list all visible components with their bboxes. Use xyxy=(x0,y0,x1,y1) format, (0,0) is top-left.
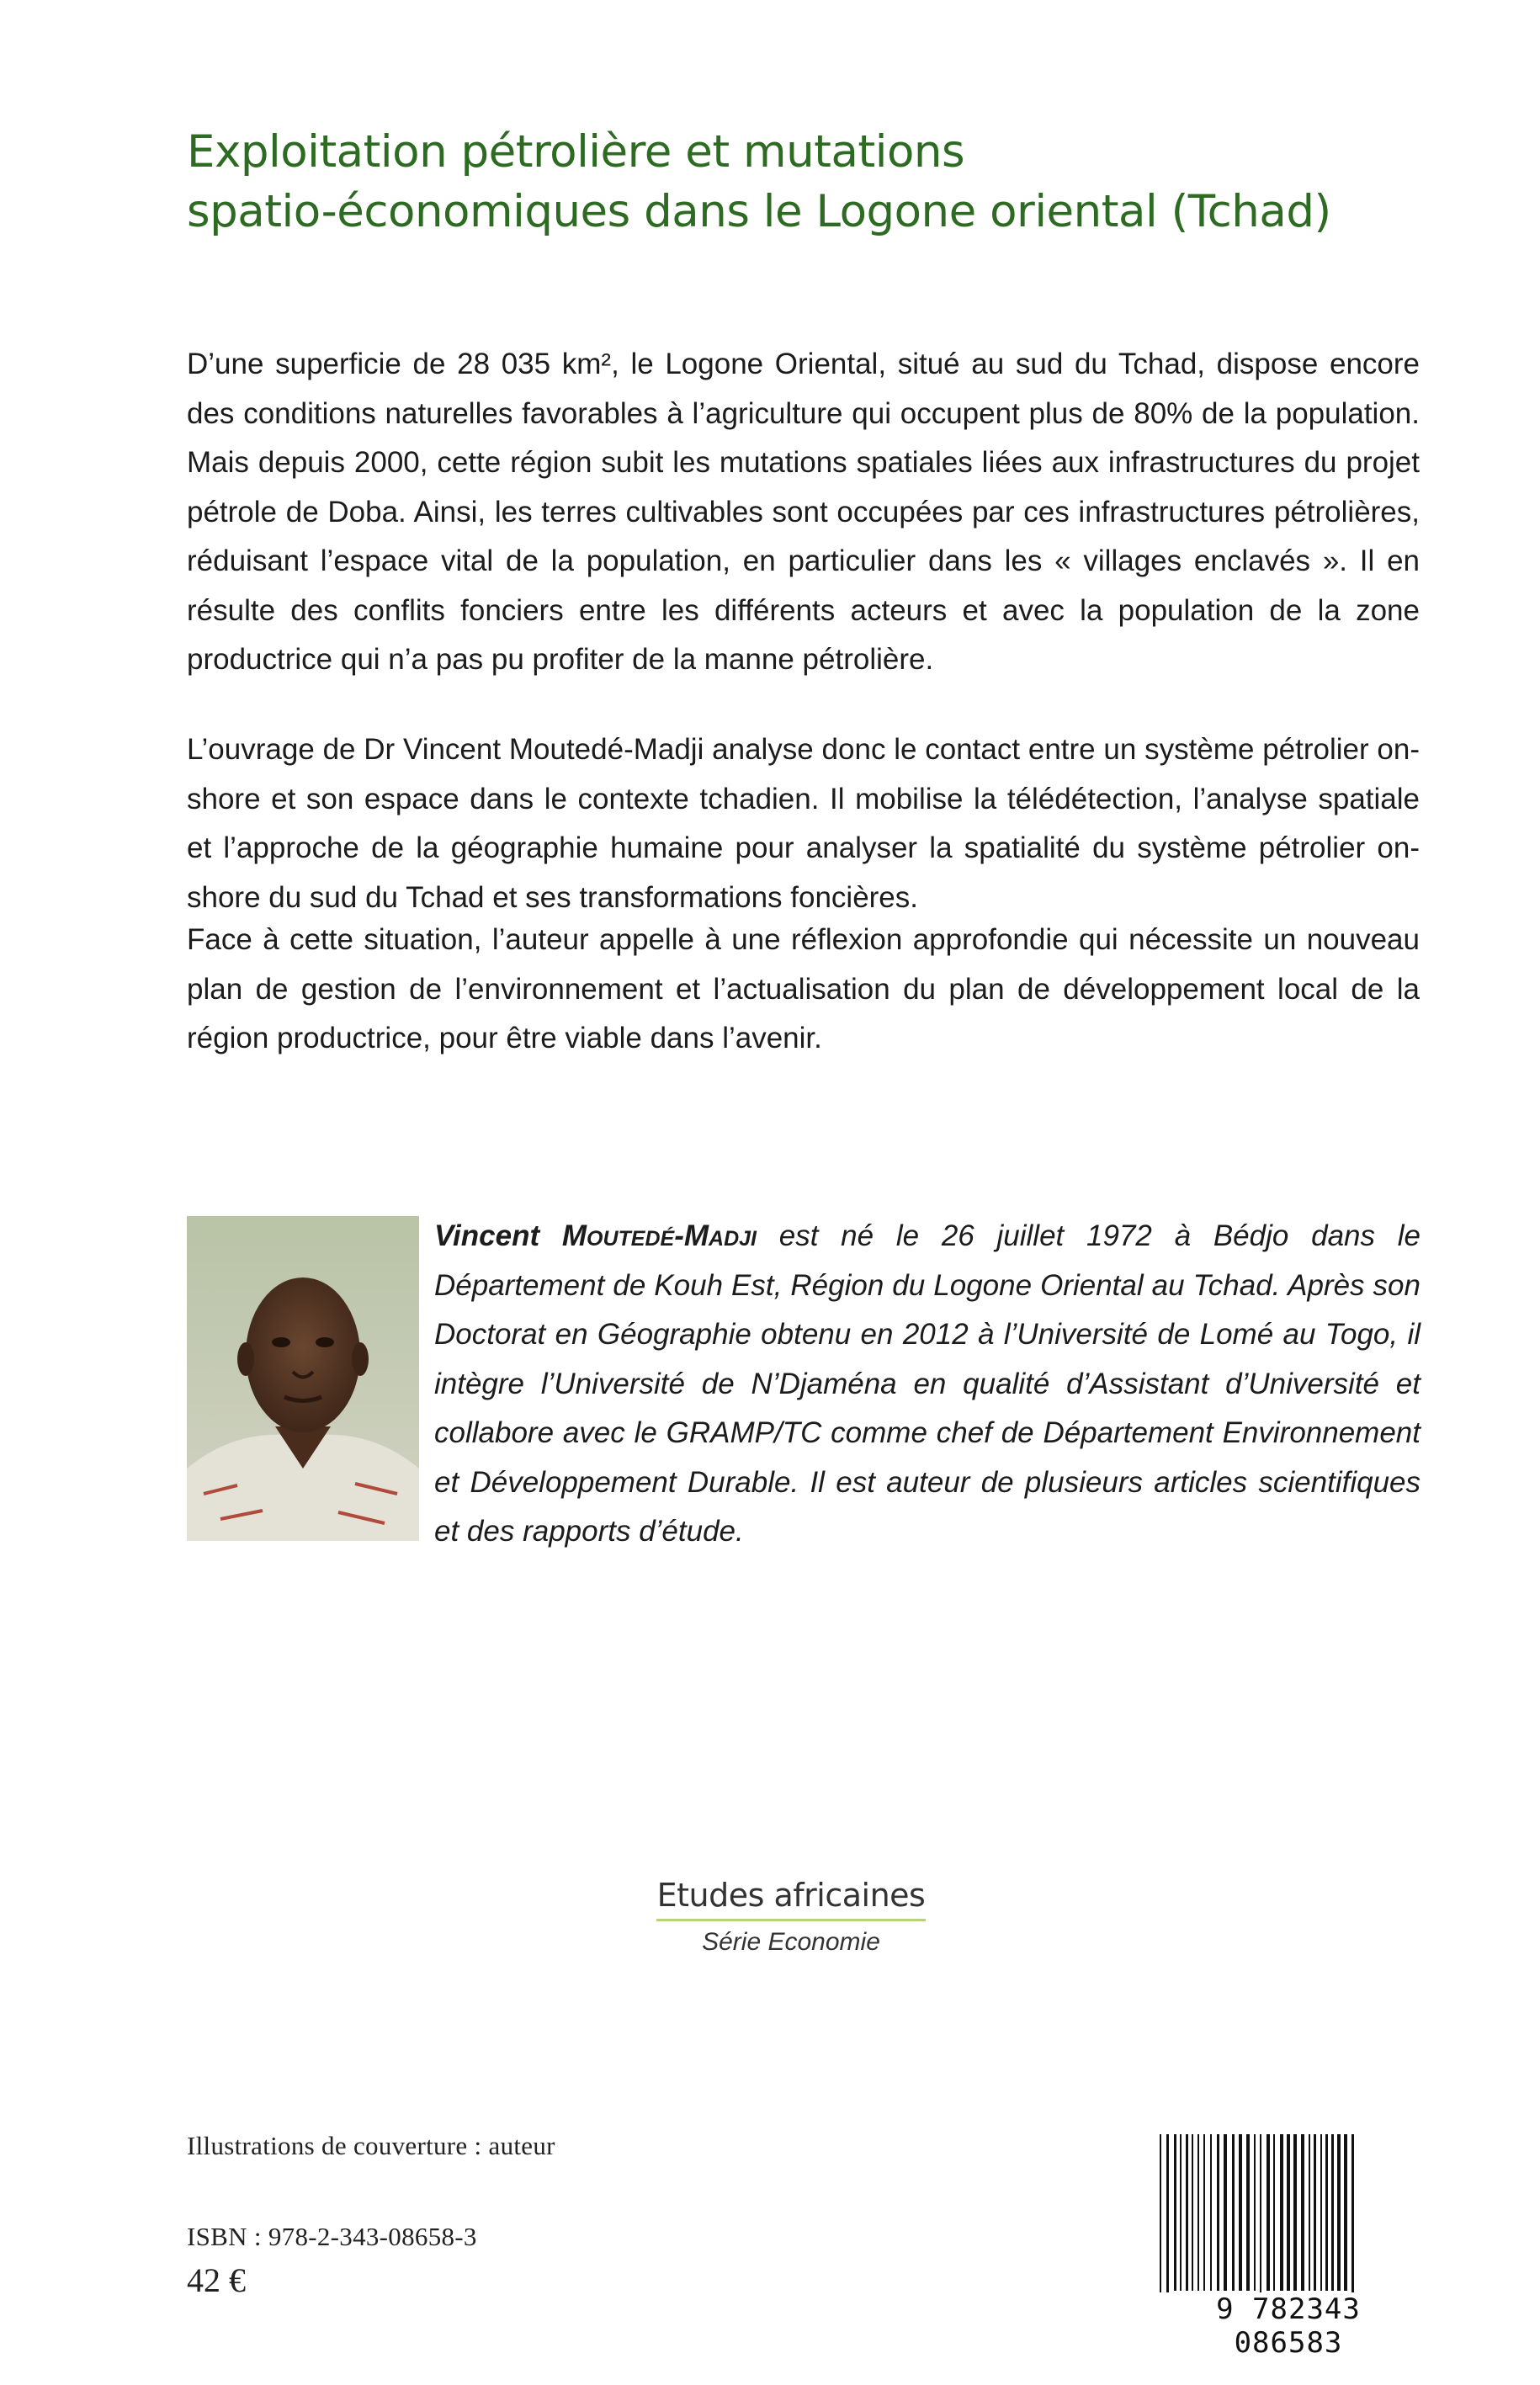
barcode-bar xyxy=(1267,2134,1270,2291)
barcode-bar xyxy=(1224,2134,1227,2291)
summary-paragraph-2: L’ouvrage de Dr Vincent Moutedé-Madji analyse donc le contact entre un système pétrolier on-shore et son espace dans le contexte tchadien. Il mobilise la télédétection, l’analyse spatiale et l’approche de la géographie humaine pour analyser la spatialité du système pétrolier on-shore du sud du Tchad et ses transformations foncières. xyxy=(187,733,1420,914)
barcode-bar xyxy=(1314,2134,1316,2291)
title-line-1: Exploitation pétrolière et mutations xyxy=(187,126,965,178)
barcode-bar xyxy=(1160,2134,1161,2303)
barcode-bar xyxy=(1273,2134,1275,2291)
book-title xyxy=(187,122,1449,242)
series-subtitle: Série Economie xyxy=(702,1928,880,1956)
barcode-bar xyxy=(1293,2134,1297,2291)
barcode-bar xyxy=(1180,2134,1182,2291)
author-first-name: Vincent xyxy=(434,1219,540,1252)
barcode-bar xyxy=(1325,2134,1328,2291)
barcode-bar xyxy=(1217,2134,1219,2291)
barcode-bar xyxy=(1287,2134,1290,2291)
author-name xyxy=(434,1219,757,1252)
barcode-bar xyxy=(1254,2134,1256,2291)
barcode-bar xyxy=(1192,2134,1193,2291)
barcode-bar xyxy=(1166,2134,1169,2303)
barcode-bar xyxy=(1197,2134,1199,2291)
barcode-bar xyxy=(1309,2134,1310,2291)
author-bio xyxy=(434,1212,1421,1557)
summary-paragraph-1: D’une superficie de 28 035 km², le Logone Oriental, situé au sud du Tchad, dispose encore des conditions naturelles favorables à l’agriculture qui occupent plus de 80% de la population. Mais depuis 2000, cette région subit les mutations spatiales liées aux infrastructures du projet pétrole de Doba. Ainsi, les terres cultivables sont occupées par ces infrastructures pétrolières, réduisant l’espace vital de la population, en particulier dans les « villages enclavés ». Il en résulte des conflits fonciers entre les différents acteurs et avec la population de la zone productrice qui n’a pas pu profiter de la manne pétrolière. xyxy=(187,348,1420,676)
barcode-bar xyxy=(1260,2134,1261,2303)
series-logo xyxy=(648,1877,934,1957)
summary-paragraph-3: Face à cette situation, l’auteur appelle à une réflexion approfondie qui nécessite un nouveau plan de gestion de l’environnement et l’actualisation du plan de développement local de la région productrice, pour être viable dans l’avenir. xyxy=(187,923,1420,1054)
barcode-bar xyxy=(1239,2134,1242,2291)
author-last-name: Moutedé-Madji xyxy=(561,1219,757,1252)
cover-illustration-credit: Illustrations de couverture : auteur xyxy=(187,2131,555,2160)
barcode-bar xyxy=(1301,2134,1304,2291)
barcode-bar xyxy=(1351,2134,1354,2303)
barcode-bar xyxy=(1246,2134,1250,2291)
barcode-bar xyxy=(1203,2134,1205,2291)
barcode-bar xyxy=(1320,2134,1322,2291)
barcode-bar xyxy=(1210,2134,1212,2291)
barcode-bar xyxy=(1337,2134,1341,2291)
barcode-bar xyxy=(1186,2134,1188,2291)
title-line-2: spatio-économiques dans le Logone oriental (Tchad) xyxy=(187,186,1331,237)
price: 42 € xyxy=(187,2261,246,2299)
barcode-digits: 9 782343 086583 xyxy=(1155,2292,1422,2360)
author-bio-text: est né le 26 juillet 1972 à Bédjo dans le Département de Kouh Est, Région du Logone Oriental au Tchad. Après son Doctorat en Géographie obtenu en 2012 à l’Université de Lomé au Togo, il intègre l’Université de N’Djaména en qualité d’Assistant d’Université et collabore avec le GRAMP/TC comme chef de Département Environnement et Développement Durable. Il est auteur de plusieurs articles scientifiques et des rapports d’étude. xyxy=(434,1219,1421,1548)
author-photo xyxy=(187,1216,419,1541)
barcode-bar xyxy=(1331,2134,1334,2291)
barcode-bar xyxy=(1232,2134,1235,2291)
barcode-bar xyxy=(1174,2134,1176,2291)
barcode-bar xyxy=(1280,2134,1283,2291)
barcode-bar xyxy=(1344,2134,1347,2291)
series-name: Etudes africaines xyxy=(656,1877,926,1914)
isbn: ISBN : 978-2-343-08658-3 xyxy=(187,2222,477,2251)
